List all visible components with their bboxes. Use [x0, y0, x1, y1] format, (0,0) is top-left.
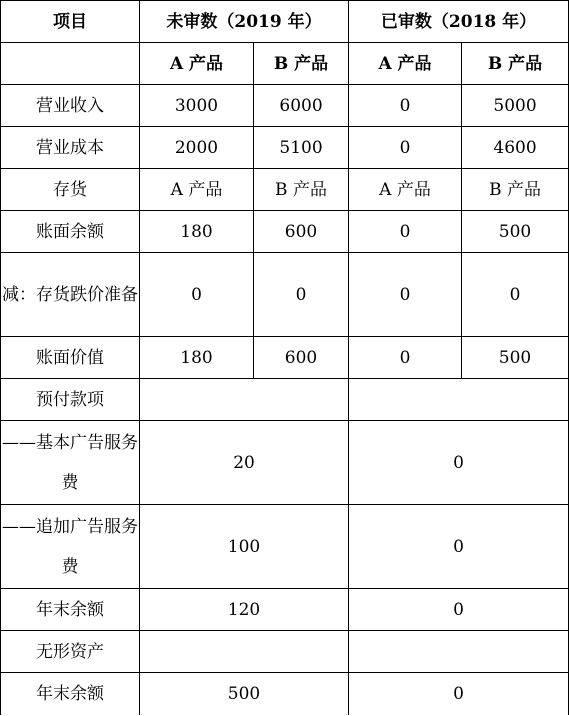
- header-audited-2018: 已审数（2018 年）: [349, 1, 569, 43]
- table-row: [1, 85, 569, 127]
- empty-cell: [140, 379, 349, 421]
- table-row: [1, 337, 569, 379]
- cell-value: 0: [349, 127, 462, 169]
- row-label: 账面余额: [1, 211, 140, 253]
- subheader-empty: [1, 43, 140, 85]
- empty-cell: [349, 379, 569, 421]
- header-unaudited-2019: 未审数（2019 年）: [140, 1, 349, 43]
- row-label: 营业成本: [1, 127, 140, 169]
- row-label: 存货: [1, 169, 140, 211]
- cell-value: 0: [140, 253, 254, 337]
- cell-value: 0: [462, 253, 569, 337]
- cell-value: 500: [462, 211, 569, 253]
- section-label-intangible: 无形资产: [1, 631, 140, 673]
- cell-value: 5100: [254, 127, 349, 169]
- table-row: [1, 169, 569, 211]
- row-label: 营业收入: [1, 85, 140, 127]
- subheader-2019-a: A 产品: [140, 43, 254, 85]
- cell-value: 5000: [462, 85, 569, 127]
- cell-value: B 产品: [254, 169, 349, 211]
- cell-value-2018: 0: [349, 505, 569, 589]
- cell-value-2019: 120: [140, 589, 349, 631]
- empty-cell: [349, 631, 569, 673]
- row-label: 年末余额: [1, 673, 140, 715]
- header-item: 项目: [1, 1, 140, 43]
- table-row: [1, 127, 569, 169]
- cell-value-2019: 500: [140, 673, 349, 715]
- cell-value: 180: [140, 211, 254, 253]
- cell-value-2018: 0: [349, 421, 569, 505]
- table-row: [1, 673, 569, 715]
- row-label: ——基本广告服务费: [1, 421, 140, 505]
- cell-value: 2000: [140, 127, 254, 169]
- table-row: [1, 421, 569, 505]
- section-label-prepaid: 预付款项: [1, 379, 140, 421]
- subheader-2018-a: A 产品: [349, 43, 462, 85]
- row-label: 年末余额: [1, 589, 140, 631]
- cell-value-2019: 20: [140, 421, 349, 505]
- cell-value-2018: 0: [349, 589, 569, 631]
- cell-value-2018: 0: [349, 673, 569, 715]
- subheader-row: [1, 43, 569, 85]
- table-row: [1, 589, 569, 631]
- subheader-2019-b: B 产品: [254, 43, 349, 85]
- row-label: 减：存货跌价准备: [1, 253, 140, 337]
- table-row: [1, 211, 569, 253]
- cell-value: 0: [349, 211, 462, 253]
- cell-value: 4600: [462, 127, 569, 169]
- header-row: [1, 1, 569, 43]
- intangible-section-row: [1, 631, 569, 673]
- table-row: [1, 505, 569, 589]
- cell-value: 0: [254, 253, 349, 337]
- cell-value: 0: [349, 337, 462, 379]
- cell-value: 6000: [254, 85, 349, 127]
- cell-value: A 产品: [349, 169, 462, 211]
- cell-value: 0: [349, 85, 462, 127]
- row-label: 账面价值: [1, 337, 140, 379]
- cell-value: 0: [349, 253, 462, 337]
- cell-value: 500: [462, 337, 569, 379]
- row-label: ——追加广告服务费: [1, 505, 140, 589]
- cell-value: 180: [140, 337, 254, 379]
- subheader-2018-b: B 产品: [462, 43, 569, 85]
- cell-value: 600: [254, 211, 349, 253]
- cell-value: A 产品: [140, 169, 254, 211]
- prepaid-section-row: [1, 379, 569, 421]
- cell-value: 3000: [140, 85, 254, 127]
- empty-cell: [140, 631, 349, 673]
- cell-value: B 产品: [462, 169, 569, 211]
- table-row: [1, 253, 569, 337]
- cell-value-2019: 100: [140, 505, 349, 589]
- cell-value: 600: [254, 337, 349, 379]
